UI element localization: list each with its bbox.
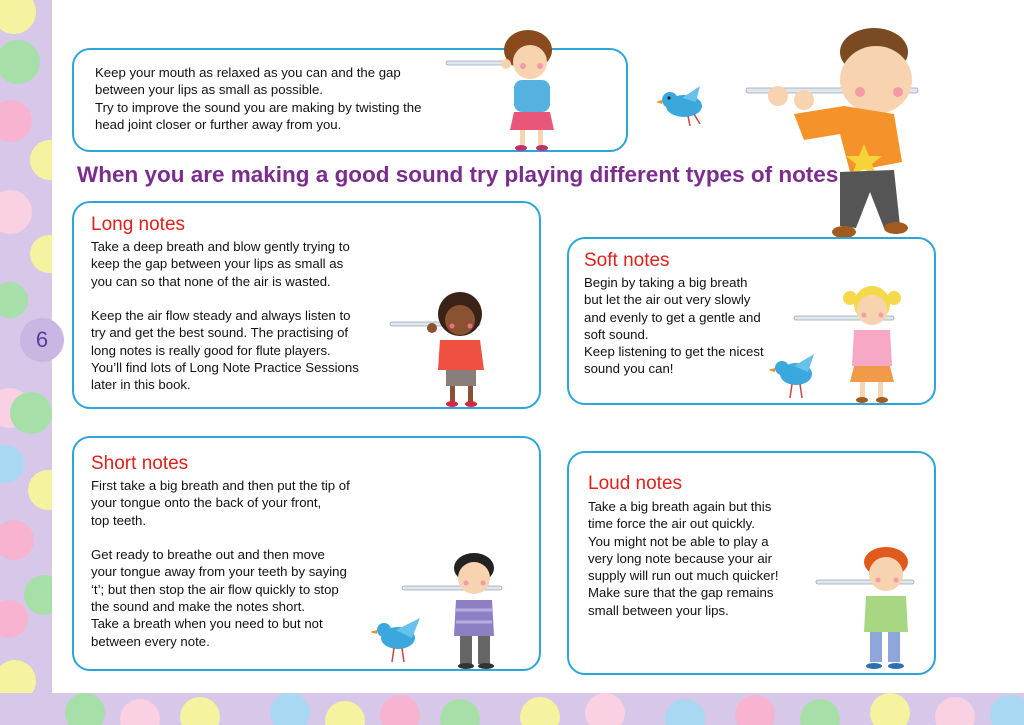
page-number: 6 [20, 318, 64, 362]
decor-dot [990, 695, 1024, 725]
decor-dot [935, 697, 975, 725]
boy-red-hair-flute-icon [812, 544, 924, 676]
decor-dot [800, 699, 840, 725]
decor-dot [30, 235, 52, 273]
decor-dot [520, 697, 560, 725]
decor-dot [735, 695, 775, 725]
girl-curly-hair-flute-icon [388, 292, 498, 410]
decor-dot [0, 0, 36, 34]
soft-notes-text: Begin by taking a big breath but let the air out very slowly and evenly to get a gentle and soft sound. Keep listening to get the nicest sound you can! [584, 275, 764, 377]
decor-dot [0, 600, 28, 638]
boy-striped-flute-icon [368, 548, 508, 674]
left-decorative-sidebar [0, 0, 52, 725]
decor-dot [440, 699, 480, 725]
decor-dot [0, 520, 34, 560]
loud-notes-text: Take a big breath again but this time force the air out quickly. You might not be able to play a very long note because your air supply will run out much quicker! Make sure that the gap remains small between your lips. [588, 499, 779, 618]
decor-dot [30, 140, 52, 180]
decor-dot [870, 693, 910, 725]
soft-notes-title: Soft notes [584, 250, 670, 271]
decor-dot [0, 100, 32, 142]
short-notes-title: Short notes [91, 453, 189, 474]
intro-text: Keep your mouth as relaxed as you can and the gap between your lips as small as possible. Try to improve the sound you are making by twisting the head joint closer or further away from you. [95, 65, 422, 132]
decor-dot [665, 699, 705, 725]
decor-dot [120, 699, 160, 725]
bottom-decorative-strip [0, 693, 1024, 725]
decor-dot [0, 282, 28, 318]
girl-pigtails-flute-icon [760, 280, 910, 406]
decor-dot [0, 445, 24, 483]
decor-dot [270, 693, 310, 725]
decor-dot [65, 693, 105, 725]
boy-flute-star-icon [744, 22, 924, 240]
decor-dot [585, 693, 625, 725]
bird-icon [656, 84, 720, 132]
decor-dot [325, 701, 365, 725]
girl-flute-icon [444, 28, 574, 152]
section-heading: When you are making a good sound try playing different types of notes [77, 162, 839, 187]
decor-dot [0, 190, 32, 234]
short-notes-text: First take a big breath and then put the tip of your tongue onto the back of your front, top teeth. Get ready to breathe out and then move your tongue away from your teeth by saying ‘t’; but then stop the air flow quickly to stop the sound and make the notes short. Take a breath when you need to but not between every note. [91, 478, 350, 649]
decor-dot [380, 695, 420, 725]
decor-dot [0, 40, 40, 84]
decor-dot [10, 392, 52, 434]
decor-dot [28, 470, 52, 510]
long-notes-text: Take a deep breath and blow gently trying to keep the gap between your lips as small as you can so that none of the air is wasted. Keep the air flow steady and always listen to try and get the best sound. The practising of long notes is really good for flute players. You’ll find lots of Long Note Practice Sessions later in this book. [91, 239, 359, 393]
decor-dot [180, 697, 220, 725]
decor-dot [24, 575, 52, 615]
loud-notes-title: Loud notes [588, 473, 683, 494]
long-notes-title: Long notes [91, 214, 186, 235]
